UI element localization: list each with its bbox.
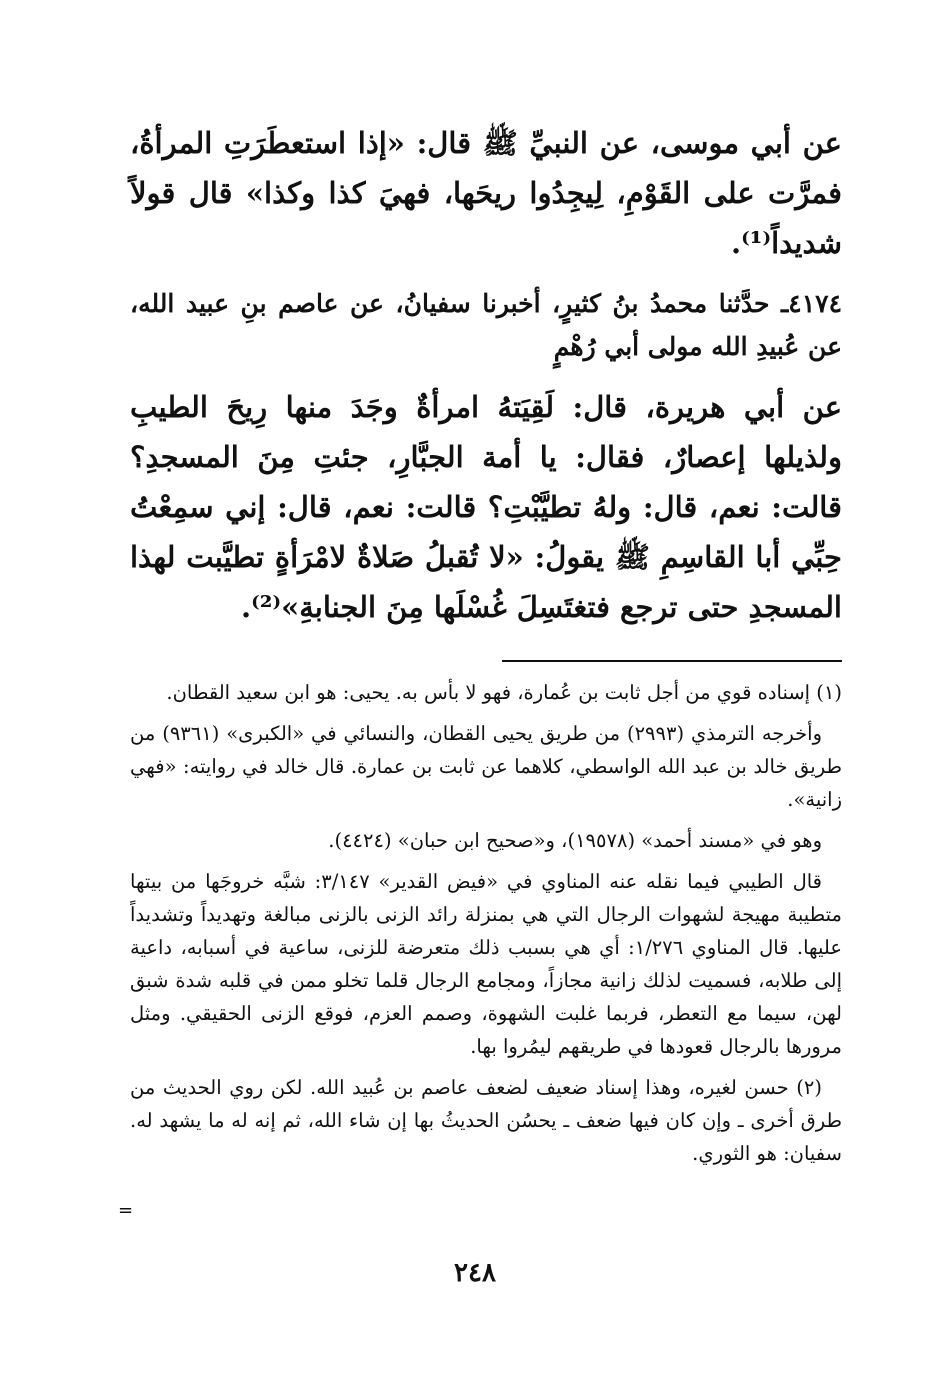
- hadith-isnad: ٤١٧٤ـ حدَّثنا محمدُ بنُ كثيرٍ، أخبرنا سفيانُ، عن عاصم بنِ عبيد الله، عن عُبيدِ الله مولى أبي رُهْمٍ: [130, 289, 842, 361]
- footnotes: [130, 676, 842, 1170]
- paragraph-2: عن أبي هريرة، قال: لَقِيَتهُ امرأةٌ وجَدَ منها رِيحَ الطيبِ ولذيلها إعصارٌ، فقال: يا أمة الجبَّارِ، جئتِ مِنَ المسجدِ؟ قالت: نعم، قال: ولهُ تطيَّبْتِ؟ قالت: نعم، قال: إني سمِعْتُ حِبِّي أبا القاسِمِ ﷺ يقولُ: «لا تُقبلُ صَلاةٌ لامْرَأةٍ تطيَّبت لهذا المسجدِ حتى ترجع فتغتَسِلَ غُسْلَها مِنَ الجنابةِ»⁽²⁾.: [130, 390, 842, 624]
- footnote-1-part-d: قال الطيبي فيما نقله عنه المناوي في «فيض القدير» ٣/١٤٧: شبَّه خروجَها من بيتها متطيبة مهيجة لشهوات الرجال التي هي بمنزلة رائد الزنى بالزنى مبالغة وتهديداً وتشديداً عليها. قال المناوي ١/٢٧٦: أي هي بسبب ذلك متعرضة للزنى، ساعية في أسبابه، داعية إلى طلابه، فسميت لذلك زانية مجازاً، ومجامع الرجال قلما تخلو ممن في قلبه شدة شبق لهن، سيما مع التعطر، فربما غلبت الشهوة، وصمم العزم، فوقع الزنى الحقيقي. ومثل مرورها بالرجال قعودها في طريقهم ليمُروا بها.: [130, 870, 842, 1058]
- footnote-2: (٢) حسن لغيره، وهذا إسناد ضعيف لضعف عاصم بن عُبيد الله. لكن روي الحديث من طرق أخرى ـ وإن كان فيها ضعف ـ يحسُن الحديثُ بها إن شاء الله، ثم إنه له ما يشهد له. سفيان: هو الثوري.: [130, 1076, 842, 1165]
- paragraph-1: عن أبي موسى، عن النبيِّ ﷺ قال: «إذا استعطَرَتِ المرأةُ، فمرَّت على القَوْمِ، لِيجِدُوا ريحَها، فهيَ كذا وكذا» قال قولاً شديداً⁽¹⁾.: [130, 126, 842, 260]
- footnote-1-part-c: وهو في «مسند أحمد» (١٩٥٧٨)، و«صحيح ابن حبان» (٤٤٢٤).: [328, 829, 822, 852]
- footnote-1-part-a: (١) إسناده قوي من أجل ثابت بن عُمارة، فهو لا بأس به. يحيى: هو ابن سعيد القطان.: [166, 681, 842, 704]
- continuation-mark: =: [118, 1200, 134, 1221]
- footnote-1-part-b: وأخرجه الترمذي (٢٩٩٣) من طريق يحيى القطان، والنسائي في «الكبرى» (٩٣٦١) من طريق خالد بن عبد الله الواسطي، كلاهما عن ثابت بن عمارة. قال خالد في روايته: «فهي زانية».: [130, 722, 842, 811]
- page-number: ٢٤٨: [454, 1258, 496, 1288]
- footnote-separator: [502, 660, 842, 662]
- main-text: [130, 118, 842, 632]
